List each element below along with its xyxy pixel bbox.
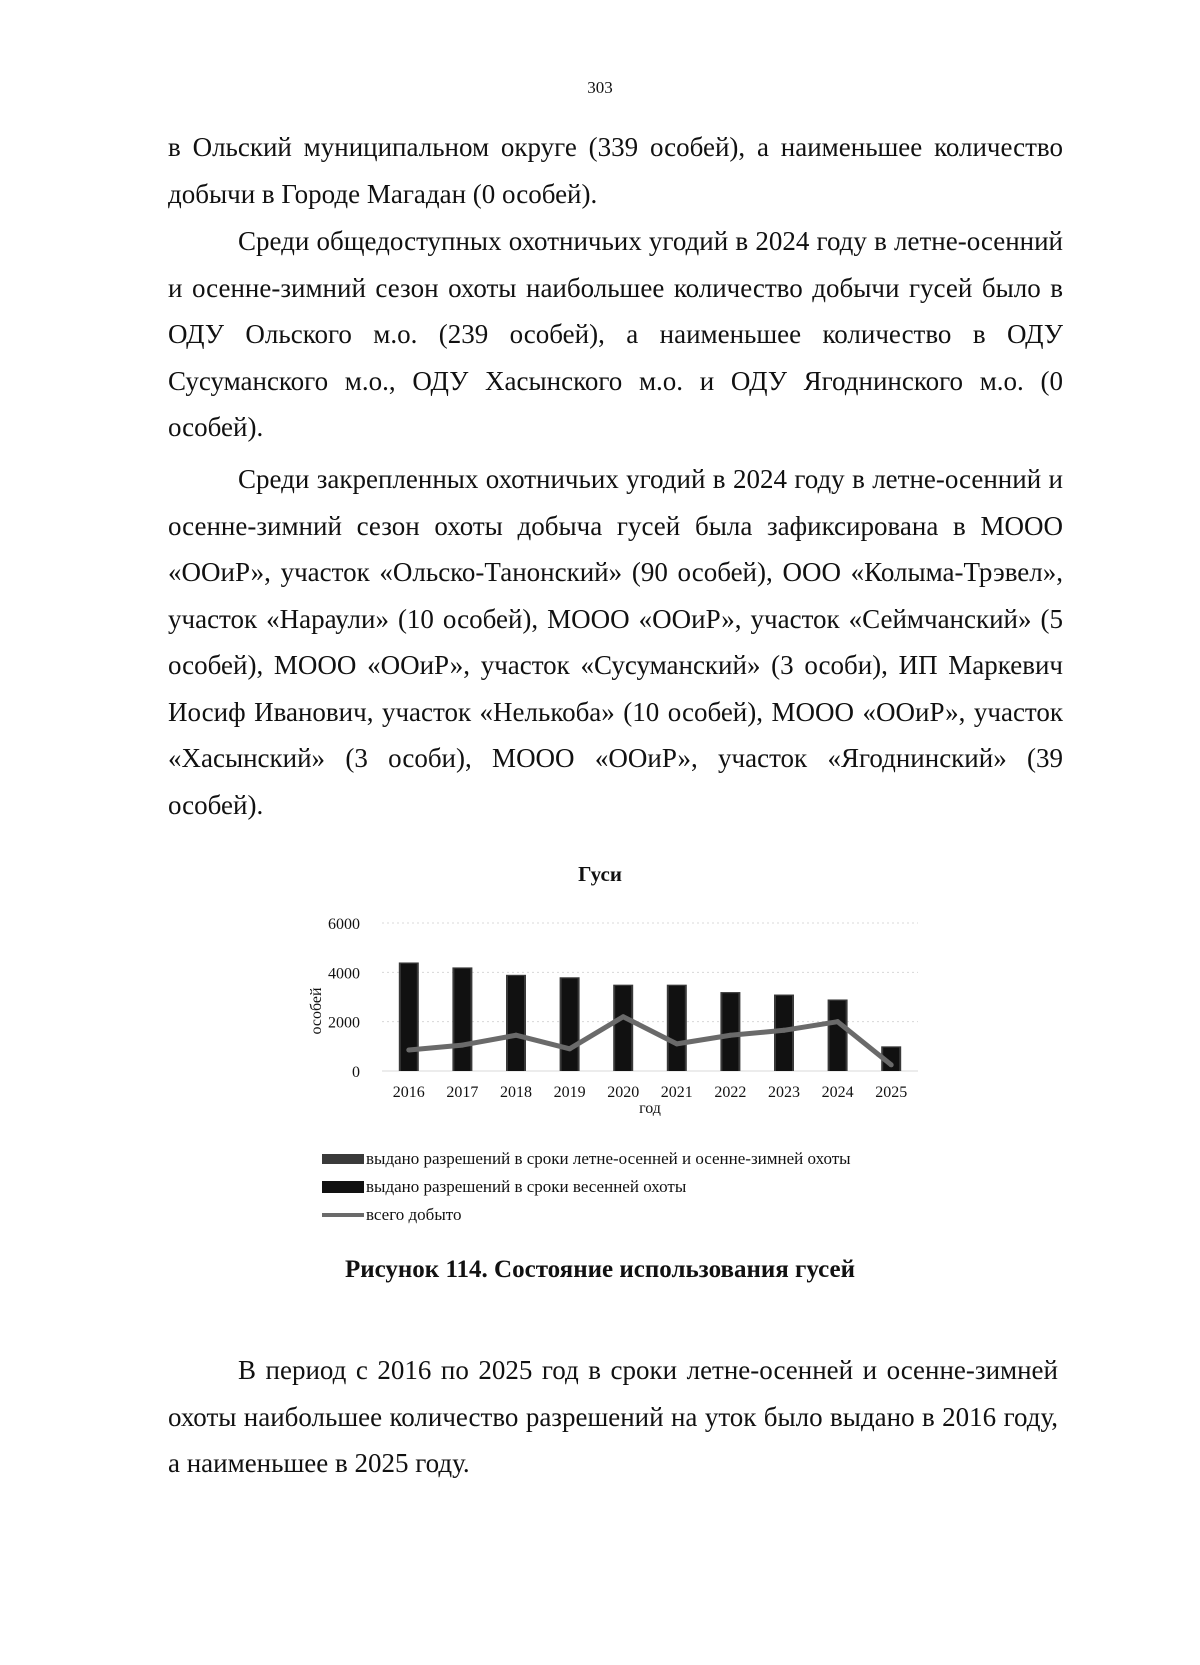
x-tick-label: 2019 bbox=[553, 1084, 586, 1101]
line-total-harvest bbox=[409, 1017, 891, 1065]
paragraph-1-text: в Ольский муниципальном округе (339 особей), а наименьшее количество добычи в Городе Магадан (0 особей). bbox=[168, 132, 1063, 209]
legend-swatch-autumn bbox=[322, 1154, 364, 1164]
legend-label-total: всего добыто bbox=[366, 1205, 462, 1224]
point-total-harvest bbox=[460, 1043, 465, 1048]
paragraph-4-text: В период с 2016 по 2025 год в сроки летне-осенней и осенне-зимней охоты наибольшее количество разрешений на уток было выдано в 2016 году, а наименьшее в 2025 году. bbox=[168, 1355, 1058, 1478]
legend-item-autumn-permits bbox=[322, 1145, 851, 1173]
point-total-harvest bbox=[782, 1028, 787, 1033]
bar-autumn-permits bbox=[613, 985, 633, 1071]
bar-autumn-permits bbox=[828, 999, 848, 1071]
legend-label-autumn: выдано разрешений в сроки летне-осенней и осенне-зимней охоты bbox=[366, 1149, 851, 1168]
bar-autumn-permits bbox=[452, 967, 472, 1071]
x-tick-label: 2017 bbox=[446, 1084, 479, 1101]
y-tick-label: 6000 bbox=[328, 916, 360, 933]
bar-autumn-permits bbox=[774, 995, 794, 1071]
paragraph-3-text: Среди закрепленных охотничьих угодий в 2024 году в летне-осенний и осенне-зимний сезон охоты добыча гусей была зафиксирована в МООО «ООиР», участок «Ольско-Танонский» (90 особей), ООО «Колыма-Трэвел», участок «Нараули» (10 особей), МООО «ООиР», участок «Сеймчанский» (5 особей), МООО «ООиР», участок «Сусуманский» (3 особи), ИП Маркевич Иосиф Иванович, участок «Нелькоба» (10 особей), МООО «ООиР», участок «Хасынский» (3 особи), МООО «ООиР», участок «Ягоднинский» (39 особей). bbox=[168, 464, 1063, 820]
bar-autumn-permits bbox=[399, 962, 419, 1071]
bar-spring-permits bbox=[722, 993, 738, 1071]
y-axis-title: особей bbox=[308, 987, 325, 1035]
point-total-harvest bbox=[621, 1014, 626, 1019]
bar-spring-permits bbox=[615, 986, 631, 1071]
y-tick-label: 0 bbox=[352, 1064, 360, 1081]
y-tick-label: 4000 bbox=[328, 965, 360, 983]
point-total-harvest bbox=[674, 1041, 679, 1046]
paragraph-3 bbox=[168, 456, 1063, 828]
point-total-harvest bbox=[406, 1048, 411, 1053]
chart-legend bbox=[322, 1145, 851, 1229]
legend-label-spring: выдано разрешений в сроки весенней охоты bbox=[366, 1177, 687, 1196]
bar-autumn-permits bbox=[720, 992, 740, 1071]
point-total-harvest bbox=[567, 1046, 572, 1051]
bar-spring-permits bbox=[830, 1001, 846, 1071]
bar-spring-permits bbox=[883, 1048, 899, 1071]
x-tick-label: 2020 bbox=[607, 1084, 640, 1101]
point-total-harvest bbox=[889, 1062, 894, 1067]
point-total-harvest bbox=[514, 1033, 519, 1038]
bar-spring-permits bbox=[454, 969, 470, 1071]
point-total-harvest bbox=[835, 1019, 840, 1024]
bar-spring-permits bbox=[401, 964, 417, 1071]
bar-spring-permits bbox=[508, 976, 524, 1071]
paragraph-2-text: Среди общедоступных охотничьих угодий в 2024 году в летне-осенний и осенне-зимний сезон охоты наибольшее количество добычи гусей было в ОДУ Ольского м.о. (239 особей), а наименьшее количество в ОДУ Сусуманского м.о., ОДУ Хасынского м.о. и ОДУ Ягоднинского м.о. (0 особей). bbox=[168, 226, 1063, 442]
point-total-harvest bbox=[728, 1033, 733, 1038]
paragraph-2 bbox=[168, 218, 1063, 451]
y-tick-label: 2000 bbox=[328, 1014, 360, 1032]
x-tick-label: 2018 bbox=[500, 1084, 532, 1101]
figure-caption: Рисунок 114. Состояние использования гусей bbox=[344, 1256, 856, 1283]
x-tick-label: 2024 bbox=[821, 1084, 854, 1101]
legend-item-spring-permits bbox=[322, 1173, 851, 1201]
x-tick-label: 2021 bbox=[660, 1084, 693, 1101]
x-tick-label: 2016 bbox=[392, 1084, 425, 1101]
x-tick-label: 2022 bbox=[714, 1084, 747, 1101]
bar-spring-permits bbox=[669, 986, 685, 1071]
bar-spring-permits bbox=[776, 996, 792, 1071]
x-tick-label: 2025 bbox=[875, 1084, 908, 1101]
bar-autumn-permits bbox=[881, 1046, 901, 1071]
bar-spring-permits bbox=[562, 979, 578, 1072]
x-tick-label: 2023 bbox=[768, 1084, 800, 1101]
x-axis-title: год bbox=[639, 1100, 661, 1117]
chart-title: Гуси bbox=[578, 862, 622, 886]
bar-autumn-permits bbox=[667, 985, 687, 1071]
paragraph-1 bbox=[168, 124, 1063, 217]
paragraph-4 bbox=[168, 1347, 1058, 1487]
legend-swatch-total bbox=[322, 1213, 364, 1217]
bar-autumn-permits bbox=[506, 975, 526, 1071]
legend-swatch-spring bbox=[322, 1181, 364, 1193]
legend-item-total-harvest bbox=[322, 1201, 851, 1229]
page-number: 303 bbox=[587, 78, 613, 97]
bar-autumn-permits bbox=[560, 977, 580, 1071]
